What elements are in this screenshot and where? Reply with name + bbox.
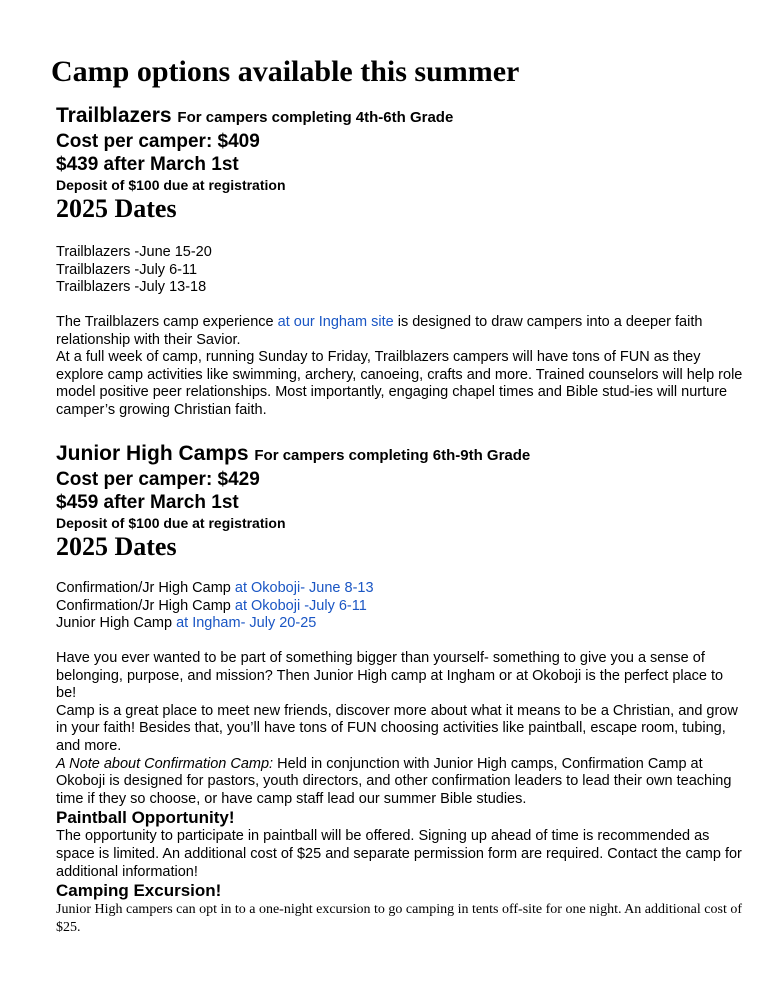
junior-high-date-item <box>56 598 746 616</box>
paintball-heading: Paintball Opportunity! <box>56 808 235 828</box>
confirmation-note-label: A Note about Confirmation Camp: <box>56 755 274 772</box>
junior-high-date-item <box>56 615 746 633</box>
ingham-site-link[interactable]: at our Ingham site <box>277 314 394 330</box>
confirmation-note <box>56 756 746 809</box>
trailblazers-section <box>56 104 746 224</box>
okoboji-june-link[interactable]: at Okoboji- June 8-13 <box>234 580 374 596</box>
trailblazers-desc-paragraph: At a full week of camp, running Sunday to Friday, Trailblazers campers will have tons of FUN as they explore camp activities like swimming, archery, canoeing, crafts and more. Trained counselors will help role model positive peer relationships. Most importantly, engaging chapel times and Bible stud-ies will nurture camper’s growing Christian faith. <box>56 349 743 418</box>
date-prefix: Confirmation/Jr High Camp <box>56 580 235 596</box>
okoboji-july-link[interactable]: at Okoboji -July 6-11 <box>234 597 367 614</box>
trailblazers-date-item: Trailblazers -July 6-11 <box>56 261 198 278</box>
junior-high-description <box>56 650 746 937</box>
camping-excursion-text: Junior High campers can opt in to a one-night excursion to go camping in tents off-site for one night. An additional cost of $25. <box>56 902 742 936</box>
trailblazers-subtitle: For campers completing 4th-6th Grade <box>177 109 454 126</box>
junior-high-desc-paragraph: Have you ever wanted to be part of something bigger than yourself- something to give you a sense of belonging, purpose, and mission? Then Junior High camp at Ingham or at Okoboji is the perfect place to be! <box>56 650 724 702</box>
trailblazers-desc-paragraph <box>56 314 746 349</box>
paintball-text: The opportunity to participate in paintball will be offered. Signing up ahead of time is recommended as space is limited. An additional cost of $25 and separate permission form are required. Contact the camp for additional information! <box>56 828 742 880</box>
desc-text: is designed to draw campers into a deeper faith relationship with their Savior. <box>56 314 703 348</box>
trailblazers-late-cost: $439 after March 1st <box>56 154 239 175</box>
junior-high-dates-heading: 2025 Dates <box>56 532 177 561</box>
desc-text: The Trailblazers camp experience <box>56 314 278 330</box>
junior-high-subtitle: For campers completing 6th-9th Grade <box>254 447 531 464</box>
trailblazers-heading <box>56 104 746 130</box>
junior-high-heading <box>56 442 746 468</box>
junior-high-cost: Cost per camper: $429 <box>56 469 260 490</box>
date-prefix: Confirmation/Jr High Camp <box>56 597 235 614</box>
junior-high-date-item <box>56 580 746 598</box>
trailblazers-dates-list <box>56 244 746 297</box>
junior-high-name: Junior High Camps <box>56 442 249 465</box>
trailblazers-dates-heading: 2025 Dates <box>56 194 177 223</box>
page-title: Camp options available this summer <box>51 55 520 88</box>
junior-high-desc-paragraph: Camp is a great place to meet new friends, discover more about what it means to be a Christian, and grow in your faith! Besides that, you’ll have tons of FUN choosing activities like paintball, escape room, tubing, and more. <box>56 702 738 754</box>
trailblazers-description <box>56 314 746 420</box>
junior-high-section <box>56 442 746 562</box>
trailblazers-date-item: Trailblazers -June 15-20 <box>56 244 212 260</box>
ingham-july-link[interactable]: at Ingham- July 20-25 <box>176 615 317 632</box>
date-prefix: Junior High Camp <box>56 615 177 632</box>
confirmation-note-text: Held in conjunction with Junior High camps, Confirmation Camp at Okoboji is designed for pastors, youth directors, and other confirmation leaders to lead their own teaching time if they so choose, or have camp staff lead our summer Bible studies. <box>56 755 732 807</box>
trailblazers-deposit: Deposit of $100 due at registration <box>56 177 286 193</box>
trailblazers-cost: Cost per camper: $409 <box>56 131 260 152</box>
junior-high-deposit: Deposit of $100 due at registration <box>56 515 286 531</box>
junior-high-dates-list <box>56 580 746 633</box>
junior-high-late-cost: $459 after March 1st <box>56 492 239 513</box>
trailblazers-name: Trailblazers <box>56 104 172 127</box>
trailblazers-date-item: Trailblazers -July 13-18 <box>56 279 207 296</box>
camping-excursion-heading: Camping Excursion! <box>56 881 222 901</box>
